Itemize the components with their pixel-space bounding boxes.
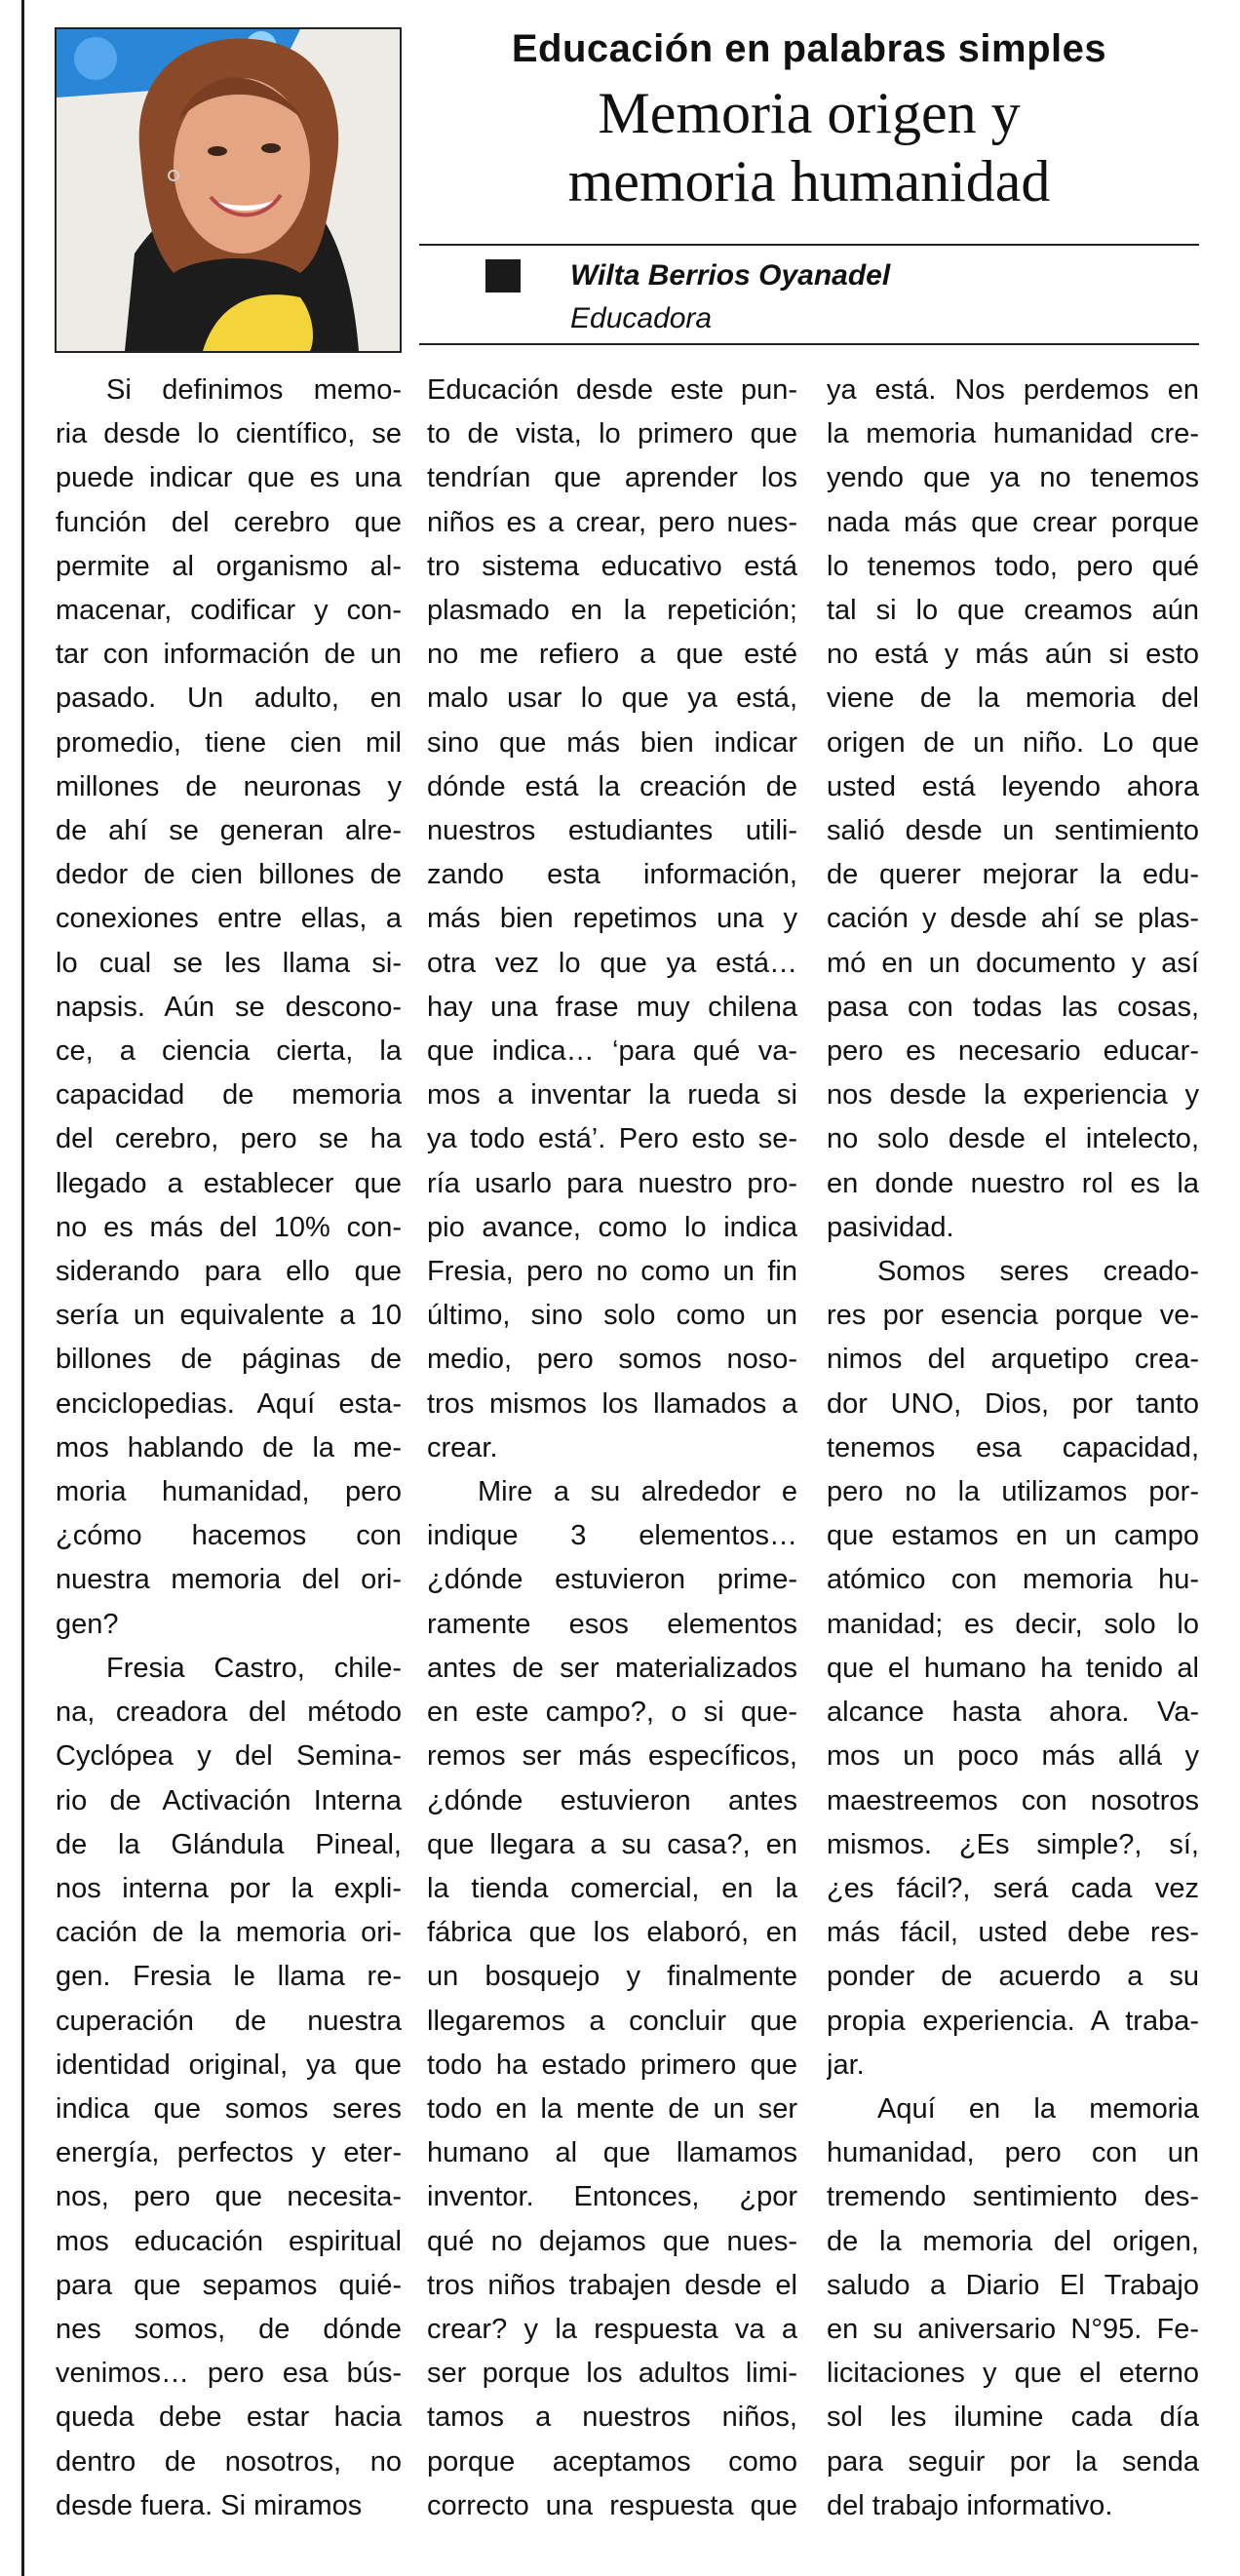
- article-line: napsis. Aún se descono-: [56, 991, 402, 1023]
- title-line-1: Memoria origen y: [598, 81, 1021, 145]
- article-line: lo cual se les llama si-: [56, 947, 402, 979]
- article-line: Aquí en la memoria: [877, 2092, 1199, 2125]
- article-line: pero es necesario educar-: [827, 1035, 1199, 1068]
- article-line: dentro de nosotros, no: [56, 2445, 402, 2478]
- article-line: del cerebro, pero se ha: [56, 1123, 402, 1155]
- article-line: fábrica que los elaboró, en: [427, 1917, 797, 1949]
- article-line: llegado a establecer que: [56, 1167, 402, 1199]
- article-line: maestreemos con nosotros: [827, 1784, 1199, 1816]
- article-line: capacidad de memoria: [56, 1079, 402, 1112]
- article-line: Mire a su alrededor e: [478, 1476, 797, 1508]
- article-line: Si definimos memo-: [106, 374, 402, 406]
- article-line: para seguir por la senda: [827, 2445, 1199, 2478]
- article-line: nuestros estudiantes utili-: [427, 815, 797, 847]
- article-line: conexiones entre ellas, a: [56, 903, 402, 935]
- article-line: Somos seres creado-: [877, 1256, 1199, 1288]
- article-line: usted está leyendo ahora: [827, 770, 1199, 802]
- article-line: inventor. Entonces, ¿por: [427, 2181, 797, 2213]
- article-line: para que sepamos quié-: [56, 2269, 402, 2301]
- article-line: Cyclópea y del Semina-: [56, 1740, 402, 1773]
- article-line: de la memoria del origen,: [827, 2225, 1199, 2257]
- article-line: sino que más bien indicar: [427, 726, 797, 759]
- article-line: de ahí se generan alre-: [56, 815, 402, 847]
- article-line: tar con información de un: [56, 639, 402, 671]
- article-line: todo en la mente de un ser: [427, 2092, 797, 2125]
- article-line: yendo que ya no tenemos: [827, 462, 1199, 494]
- article-line: no solo desde el intelecto,: [827, 1123, 1199, 1155]
- article-header: [419, 21, 1199, 215]
- author-portrait-image: [57, 29, 400, 351]
- article-line: pasa con todas las cosas,: [827, 991, 1199, 1023]
- article-line: propia experiencia. A traba-: [827, 2005, 1199, 2037]
- article-line: pio avance, como lo indica: [427, 1211, 797, 1243]
- article-line: cación y desde ahí se plas-: [827, 903, 1199, 935]
- article-line: la memoria humanidad cre-: [827, 418, 1199, 450]
- article-line: hay una frase muy chilena: [427, 991, 797, 1023]
- article-line: de querer mejorar la edu-: [827, 859, 1199, 891]
- article-line: mó en un documento y así: [827, 947, 1199, 979]
- article-line: zando esta información,: [427, 859, 797, 891]
- article-line: ¿dónde estuvieron prime-: [427, 1564, 797, 1596]
- article-line: Educación desde este pun-: [427, 374, 797, 406]
- article-line: billones de páginas de: [56, 1344, 402, 1376]
- article-line: que indica… ‘para qué va-: [427, 1035, 797, 1068]
- article-line: en este campo?, o si que-: [427, 1697, 797, 1729]
- article-line: porque aceptamos como: [427, 2445, 797, 2478]
- article-line: nos desde la experiencia y: [827, 1079, 1199, 1112]
- article-line: correcto una respuesta que: [427, 2489, 797, 2521]
- article-line: indica que somos seres: [56, 2092, 402, 2125]
- article-line: plasmado en la repetición;: [427, 595, 797, 627]
- article-line: humano al que llamamos: [427, 2137, 797, 2169]
- article-line: más fácil, usted debe res-: [827, 1917, 1199, 1949]
- article-line: que el humano ha tenido al: [827, 1652, 1199, 1684]
- article-line: promedio, tiene cien mil: [56, 726, 402, 759]
- article-line: crear? y la respuesta va a: [427, 2313, 797, 2345]
- article-line: saludo a Diario El Trabajo: [827, 2269, 1199, 2301]
- article-line: alcance hasta ahora. Va-: [827, 1697, 1199, 1729]
- article-line: nos interna por la expli-: [56, 1872, 402, 1904]
- article-line: qué no dejamos que nues-: [427, 2225, 797, 2257]
- article-line: ¿dónde estuvieron antes: [427, 1784, 797, 1816]
- article-line: mos un poco más allá y: [827, 1740, 1199, 1773]
- article-line: último, sino solo como un: [427, 1300, 797, 1332]
- article-line: humanidad, pero con un: [827, 2137, 1199, 2169]
- article-line: ser porque los adultos limi-: [427, 2358, 797, 2390]
- article-line: nada más que crear porque: [827, 506, 1199, 538]
- article-line: ¿es fácil?, será cada vez: [827, 1872, 1199, 1904]
- article-line: enciclopedias. Aquí esta-: [56, 1387, 402, 1420]
- article-line: tal si lo que creamos aún: [827, 595, 1199, 627]
- article-line: no me refiero a que esté: [427, 639, 797, 671]
- article-line: to de vista, lo primero que: [427, 418, 797, 450]
- article-line: jar.: [827, 2049, 865, 2081]
- article-line: tremendo sentimiento des-: [827, 2181, 1199, 2213]
- article-line: permite al organismo al-: [56, 550, 402, 582]
- article-line: que estamos en un campo: [827, 1520, 1199, 1552]
- article-line: dedor de cien billones de: [56, 859, 402, 891]
- article-line: la tienda comercial, en la: [427, 1872, 797, 1904]
- article-line: macenar, codificar y con-: [56, 595, 402, 627]
- article-line: gen. Fresia le llama re-: [56, 1961, 402, 1993]
- article-line: sería un equivalente a 10: [56, 1300, 402, 1332]
- article-line: ría usarlo para nuestro pro-: [427, 1167, 797, 1199]
- article-line: cación de la memoria ori-: [56, 1917, 402, 1949]
- article-line: mismos. ¿Es simple?, sí,: [827, 1828, 1199, 1860]
- article-line: no está y más aún si esto: [827, 639, 1199, 671]
- article-line: remos ser más específicos,: [427, 1740, 797, 1773]
- article-line: antes de ser materializados: [427, 1652, 797, 1684]
- article-line: medio, pero somos noso-: [427, 1344, 797, 1376]
- article-line: Fresia, pero no como un fin: [427, 1256, 797, 1288]
- article-line: viene de la memoria del: [827, 683, 1199, 715]
- byline-rule-bottom: [419, 343, 1199, 345]
- article-line: ria desde lo científico, se: [56, 418, 402, 450]
- article-line: de la Glándula Pineal,: [56, 1828, 402, 1860]
- article-line: tenemos esa capacidad,: [827, 1431, 1199, 1464]
- article-line: manidad; es decir, solo lo: [827, 1608, 1199, 1640]
- article-line: crear.: [427, 1431, 498, 1464]
- article-line: tros niños trabajen desde el: [427, 2269, 797, 2301]
- byline-square-icon: [485, 259, 521, 293]
- article-line: nes somos, de dónde: [56, 2313, 402, 2345]
- article-line: moria humanidad, pero: [56, 1476, 402, 1508]
- article-line: niños es a crear, pero nues-: [427, 506, 797, 538]
- article-line: nos, pero que necesita-: [56, 2181, 402, 2213]
- article-line: ya está. Nos perdemos en: [827, 374, 1199, 406]
- article-line: función del cerebro que: [56, 506, 402, 538]
- article-column-1: [56, 369, 402, 2528]
- article-line: salió desde un sentimiento: [827, 815, 1199, 847]
- article-line: millones de neuronas y: [56, 770, 402, 802]
- article-title: [419, 79, 1199, 215]
- article-line: ramente esos elementos: [427, 1608, 797, 1640]
- article-line: nimos del arquetipo crea-: [827, 1344, 1199, 1376]
- article-line: mos a inventar la rueda si: [427, 1079, 797, 1112]
- article-line: puede indicar que es una: [56, 462, 402, 494]
- article-line: lo tenemos todo, pero qué: [827, 550, 1199, 582]
- article-column-3: [827, 369, 1199, 2528]
- article-line: pasividad.: [827, 1211, 954, 1243]
- article-line: rio de Activación Interna: [56, 1784, 402, 1816]
- article-line: indique 3 elementos…: [427, 1520, 797, 1552]
- article-line: ¿cómo hacemos con: [56, 1520, 402, 1552]
- article-line: mos hablando de la me-: [56, 1431, 402, 1464]
- article-line: sol les ilumine cada día: [827, 2401, 1199, 2434]
- article-line: tendrían que aprender los: [427, 462, 797, 494]
- article-line: gen?: [56, 1608, 119, 1640]
- article-column-2: [427, 369, 797, 2528]
- article-line: ce, a ciencia cierta, la: [56, 1035, 402, 1068]
- article-line: malo usar lo que ya está,: [427, 683, 797, 715]
- article-line: venimos… pero esa bús-: [56, 2358, 402, 2390]
- article-line: un bosquejo y finalmente: [427, 1961, 797, 1993]
- author-name: Wilta Berrios Oyanadel: [570, 259, 891, 292]
- article-line: ya todo está’. Pero esto se-: [427, 1123, 797, 1155]
- article-line: identidad original, ya que: [56, 2049, 402, 2081]
- byline-rule-top: [419, 244, 1199, 246]
- article-line: cuperación de nuestra: [56, 2005, 402, 2037]
- section-kicker: Educación en palabras simples: [511, 27, 1107, 70]
- article-line: dor UNO, Dios, por tanto: [827, 1387, 1199, 1420]
- article-line: pero no la utilizamos por-: [827, 1476, 1199, 1508]
- article-line: pasado. Un adulto, en: [56, 683, 402, 715]
- article-line: ponder de acuerdo a su: [827, 1961, 1199, 1993]
- article-line: desde fuera. Si miramos: [56, 2489, 363, 2521]
- article-line: na, creadora del método: [56, 1697, 402, 1729]
- article-line: otra vez lo que ya está…: [427, 947, 797, 979]
- article-line: atómico con memoria hu-: [827, 1564, 1199, 1596]
- article-line: dónde está la creación de: [427, 770, 797, 802]
- article-line: queda debe estar hacia: [56, 2401, 402, 2434]
- article-line: más bien repetimos una y: [427, 903, 797, 935]
- article-line: que llegara a su casa?, en: [427, 1828, 797, 1860]
- article-line: energía, perfectos y eter-: [56, 2137, 402, 2169]
- article-line: llegaremos a concluir que: [427, 2005, 797, 2037]
- article-line: res por esencia porque ve-: [827, 1300, 1199, 1332]
- article-line: todo ha estado primero que: [427, 2049, 797, 2081]
- article-line: no es más del 10% con-: [56, 1211, 402, 1243]
- article-line: del trabajo informativo.: [827, 2489, 1113, 2521]
- article-line: Fresia Castro, chile-: [106, 1652, 402, 1684]
- article-line: tros mismos los llamados a: [427, 1387, 797, 1420]
- article-line: siderando para ello que: [56, 1256, 402, 1288]
- article-line: origen de un niño. Lo que: [827, 726, 1199, 759]
- author-photo: [55, 27, 402, 353]
- article-line: en donde nuestro rol es la: [827, 1167, 1199, 1199]
- article-line: tro sistema educativo está: [427, 550, 797, 582]
- article-line: nuestra memoria del ori-: [56, 1564, 402, 1596]
- title-line-2: memoria humanidad: [567, 149, 1051, 214]
- article-line: tamos a nuestros niños,: [427, 2401, 797, 2434]
- article-line: mos educación espiritual: [56, 2225, 402, 2257]
- article-line: licitaciones y que el eterno: [827, 2358, 1199, 2390]
- author-role: Educadora: [570, 302, 713, 334]
- article-line: en su aniversario N°95. Fe-: [827, 2313, 1199, 2345]
- page-left-rule: [21, 0, 24, 2576]
